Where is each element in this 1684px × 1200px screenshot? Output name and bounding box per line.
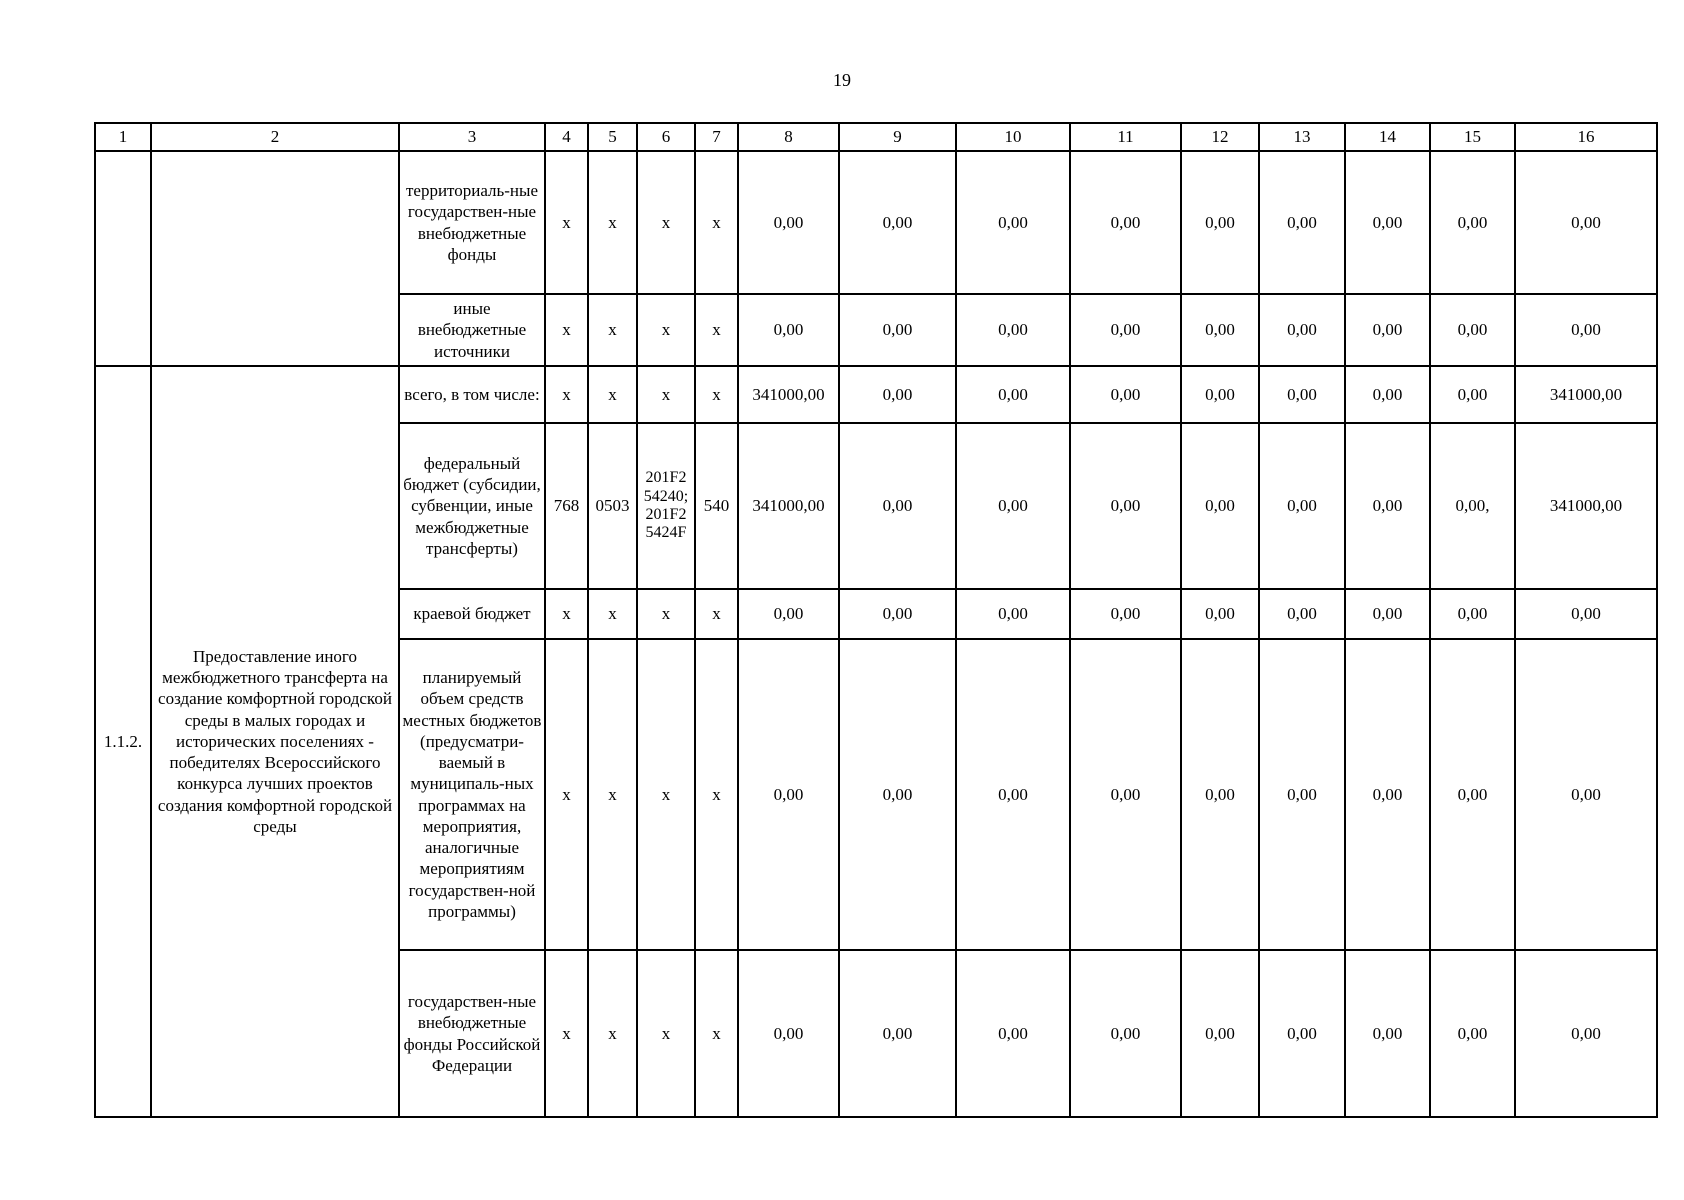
funding-source: планируемый объем средств местных бюджетов (предусматри-ваемый в муниципаль-ных программах на мероприятия, аналогичные мероприятиям государствен-ной программы) <box>399 639 545 950</box>
column-header: 16 <box>1515 123 1657 151</box>
value-cell: 0,00 <box>1181 589 1259 639</box>
code-cell: х <box>545 589 588 639</box>
code-cell: х <box>545 294 588 366</box>
value-cell: 0,00 <box>1345 950 1430 1117</box>
code-cell: х <box>545 366 588 423</box>
column-header: 13 <box>1259 123 1345 151</box>
table-header-row <box>95 123 1657 151</box>
value-cell: 0,00 <box>839 294 956 366</box>
value-cell: 0,00 <box>839 589 956 639</box>
code-cell: х <box>637 151 695 294</box>
item-number-cell <box>95 151 151 366</box>
code-cell: х <box>588 639 637 950</box>
value-cell: 0,00 <box>1181 366 1259 423</box>
value-cell: 0,00 <box>1345 639 1430 950</box>
value-cell: 0,00 <box>956 366 1070 423</box>
value-cell: 0,00 <box>956 151 1070 294</box>
value-cell: 0,00 <box>1515 294 1657 366</box>
funding-source: всего, в том числе: <box>399 366 545 423</box>
column-header: 8 <box>738 123 839 151</box>
value-cell: 0,00 <box>1070 950 1181 1117</box>
funding-source: краевой бюджет <box>399 589 545 639</box>
value-cell: 0,00 <box>1345 294 1430 366</box>
target-article-code: 201F2 54240; 201F2 5424F <box>637 423 695 589</box>
value-cell: 0,00 <box>839 423 956 589</box>
code-cell: х <box>637 950 695 1117</box>
value-cell: 0,00 <box>1181 639 1259 950</box>
column-header: 5 <box>588 123 637 151</box>
column-header: 1 <box>95 123 151 151</box>
value-cell: 341000,00 <box>738 366 839 423</box>
code-cell: х <box>695 151 738 294</box>
funding-source: государствен-ные внебюджетные фонды Российской Федерации <box>399 950 545 1117</box>
value-cell: 0,00 <box>1430 950 1515 1117</box>
value-cell: 0,00 <box>1070 151 1181 294</box>
value-cell: 0,00 <box>1259 366 1345 423</box>
code-cell: х <box>695 589 738 639</box>
value-cell: 0,00 <box>1430 639 1515 950</box>
value-cell: 341000,00 <box>738 423 839 589</box>
value-cell: 0,00 <box>1181 423 1259 589</box>
value-cell: 0,00 <box>1070 294 1181 366</box>
code-cell: х <box>695 950 738 1117</box>
column-header: 11 <box>1070 123 1181 151</box>
value-cell: 0,00, <box>1430 423 1515 589</box>
value-cell: 0,00 <box>1181 950 1259 1117</box>
funding-source: иные внебюджетные источники <box>399 294 545 366</box>
value-cell: 0,00 <box>956 950 1070 1117</box>
page-number: 19 <box>833 70 851 90</box>
column-header: 10 <box>956 123 1070 151</box>
value-cell: 0,00 <box>738 589 839 639</box>
budget-table <box>94 122 1658 1118</box>
value-cell: 0,00 <box>1259 950 1345 1117</box>
code-cell: 0503 <box>588 423 637 589</box>
code-cell: 768 <box>545 423 588 589</box>
funding-source: территориаль-ные государствен-ные внебюджетные фонды <box>399 151 545 294</box>
code-cell: х <box>637 639 695 950</box>
value-cell: 0,00 <box>1515 589 1657 639</box>
code-cell: х <box>545 151 588 294</box>
item-description-cell <box>151 151 399 366</box>
value-cell: 0,00 <box>738 950 839 1117</box>
value-cell: 0,00 <box>1515 950 1657 1117</box>
value-cell: 0,00 <box>1070 366 1181 423</box>
code-cell: х <box>588 151 637 294</box>
value-cell: 0,00 <box>1430 151 1515 294</box>
code-cell: х <box>695 294 738 366</box>
value-cell: 0,00 <box>1345 151 1430 294</box>
value-cell: 0,00 <box>738 639 839 950</box>
value-cell: 0,00 <box>839 950 956 1117</box>
value-cell: 0,00 <box>1345 589 1430 639</box>
value-cell: 0,00 <box>1430 366 1515 423</box>
value-cell: 341000,00 <box>1515 423 1657 589</box>
value-cell: 0,00 <box>1259 423 1345 589</box>
code-cell: х <box>695 639 738 950</box>
value-cell: 0,00 <box>956 423 1070 589</box>
value-cell: 0,00 <box>1515 639 1657 950</box>
table-row <box>95 366 1657 423</box>
column-header: 4 <box>545 123 588 151</box>
value-cell: 341000,00 <box>1515 366 1657 423</box>
code-cell: х <box>695 366 738 423</box>
code-cell: х <box>588 366 637 423</box>
code-cell: х <box>588 950 637 1117</box>
column-header: 15 <box>1430 123 1515 151</box>
column-header: 3 <box>399 123 545 151</box>
value-cell: 0,00 <box>1430 589 1515 639</box>
value-cell: 0,00 <box>956 639 1070 950</box>
code-cell: х <box>588 589 637 639</box>
value-cell: 0,00 <box>839 151 956 294</box>
item-number: 1.1.2. <box>95 366 151 1117</box>
value-cell: 0,00 <box>738 294 839 366</box>
value-cell: 0,00 <box>738 151 839 294</box>
code-cell: х <box>545 639 588 950</box>
column-header: 2 <box>151 123 399 151</box>
value-cell: 0,00 <box>1259 639 1345 950</box>
funding-source: федеральный бюджет (субсидии, субвенции, иные межбюджетные трансферты) <box>399 423 545 589</box>
value-cell: 0,00 <box>1070 639 1181 950</box>
code-cell: х <box>588 294 637 366</box>
column-header: 12 <box>1181 123 1259 151</box>
value-cell: 0,00 <box>1515 151 1657 294</box>
value-cell: 0,00 <box>1070 589 1181 639</box>
value-cell: 0,00 <box>1345 366 1430 423</box>
value-cell: 0,00 <box>1181 294 1259 366</box>
code-cell: 540 <box>695 423 738 589</box>
column-header: 7 <box>695 123 738 151</box>
value-cell: 0,00 <box>1259 294 1345 366</box>
code-cell: х <box>637 589 695 639</box>
code-cell: х <box>545 950 588 1117</box>
value-cell: 0,00 <box>956 294 1070 366</box>
code-cell: х <box>637 366 695 423</box>
column-header: 9 <box>839 123 956 151</box>
value-cell: 0,00 <box>1345 423 1430 589</box>
value-cell: 0,00 <box>839 366 956 423</box>
value-cell: 0,00 <box>1259 151 1345 294</box>
value-cell: 0,00 <box>1259 589 1345 639</box>
value-cell: 0,00 <box>1430 294 1515 366</box>
value-cell: 0,00 <box>956 589 1070 639</box>
column-header: 14 <box>1345 123 1430 151</box>
table-row <box>95 151 1657 294</box>
item-description: Предоставление иного межбюджетного трансферта на создание комфортной городской среды в малых городах и исторических поселениях - победителях Всероссийского конкурса лучших проектов создания комфортной городской среды <box>151 366 399 1117</box>
code-cell: х <box>637 294 695 366</box>
column-header: 6 <box>637 123 695 151</box>
value-cell: 0,00 <box>1070 423 1181 589</box>
value-cell: 0,00 <box>839 639 956 950</box>
value-cell: 0,00 <box>1181 151 1259 294</box>
